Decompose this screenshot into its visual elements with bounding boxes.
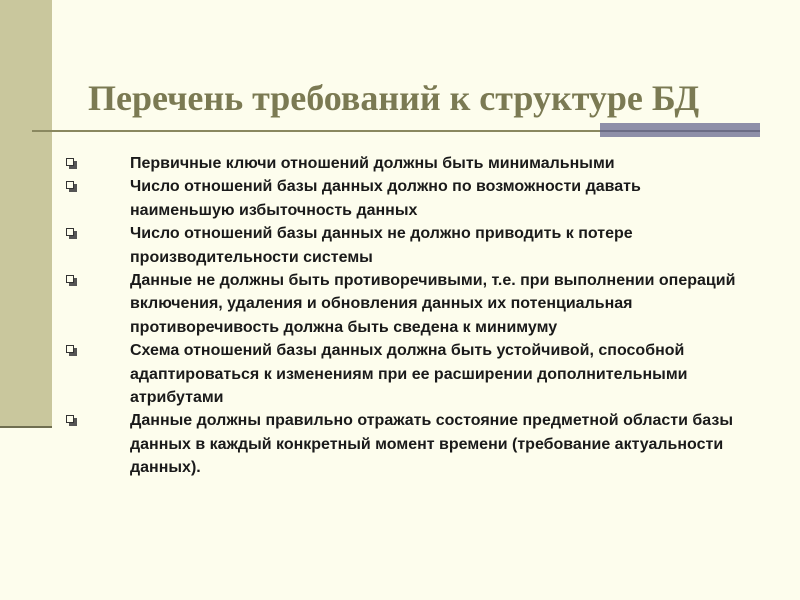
list-item-text: Схема отношений базы данных должна быть устойчивой, способной адаптироваться к изменениям при ее расширении дополнительными атрибутами <box>130 342 688 407</box>
square-bullet-icon <box>66 181 78 192</box>
square-bullet-icon <box>66 345 78 356</box>
requirements-list <box>66 152 746 480</box>
list-item-text: Число отношений базы данных должно по возможности давать наименьшую избыточность данных <box>130 178 641 219</box>
list-item-text: Число отношений базы данных не должно приводить к потере производительности системы <box>130 225 633 266</box>
list-item <box>66 222 746 269</box>
list-item <box>66 175 746 222</box>
list-item <box>66 409 746 479</box>
list-item-text: Данные должны правильно отражать состояние предметной области базы данных в каждый конкретный момент времени (требование актуальности данных). <box>130 412 733 477</box>
list-item-text: Данные не должны быть противоречивыми, т.е. при выполнении операций включения, удаления и обновления данных их потенциальная противоречивость должна быть сведена к минимуму <box>130 272 736 336</box>
decorative-side-band <box>0 0 52 428</box>
side-band-rule <box>0 426 52 428</box>
square-bullet-icon <box>66 228 78 239</box>
square-bullet-icon <box>66 275 78 286</box>
list-item <box>66 152 746 175</box>
divider-accent-line <box>600 130 760 132</box>
list-item <box>66 339 746 409</box>
square-bullet-icon <box>66 415 78 426</box>
list-item-text: Первичные ключи отношений должны быть минимальными <box>130 155 615 172</box>
slide-title: Перечень требований к структуре БД <box>88 78 700 119</box>
square-bullet-icon <box>66 158 78 169</box>
list-item <box>66 269 746 339</box>
